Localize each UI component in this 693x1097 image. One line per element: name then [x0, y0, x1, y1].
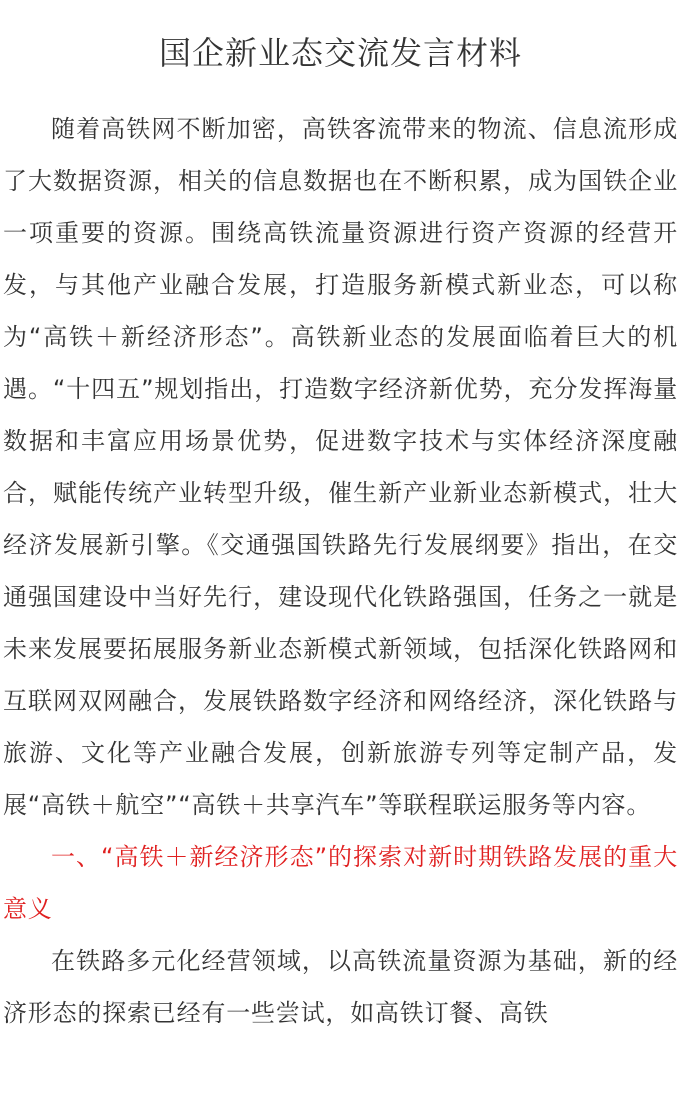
- section-paragraph: 在铁路多元化经营领域，以高铁流量资源为基础，新的经济形态的探索已经有一些尝试，如高铁订餐、高铁: [3, 947, 678, 1027]
- document-title: 国企新业态交流发言材料: [158, 34, 522, 72]
- document-body: [3, 103, 678, 1039]
- section-heading: 一、“高铁＋新经济形态”的探索对新时期铁路发展的重大意义: [3, 843, 678, 923]
- intro-paragraph: 随着高铁网不断加密，高铁客流带来的物流、信息流形成了大数据资源，相关的信息数据也在不断积累，成为国铁企业一项重要的资源。围绕高铁流量资源进行资产资源的经营开发，与其他产业融合发展，打造服务新模式新业态，可以称为“高铁＋新经济形态”。高铁新业态的发展面临着巨大的机遇。“十四五”规划指出，打造数字经济新优势，充分发挥海量数据和丰富应用场景优势，促进数字技术与实体经济深度融合，赋能传统产业转型升级，催生新产业新业态新模式，壮大经济发展新引擎。《交通强国铁路先行发展纲要》指出，在交通强国建设中当好先行，建设现代化铁路强国，任务之一就是未来发展要拓展服务新业态新模式新领域，包括深化铁路网和互联网双网融合，发展铁路数字经济和网络经济，深化铁路与旅游、文化等产业融合发展，创新旅游专列等定制产品，发展“高铁＋航空”“高铁＋共享汽车”等联程联运服务等内容。: [3, 115, 678, 819]
